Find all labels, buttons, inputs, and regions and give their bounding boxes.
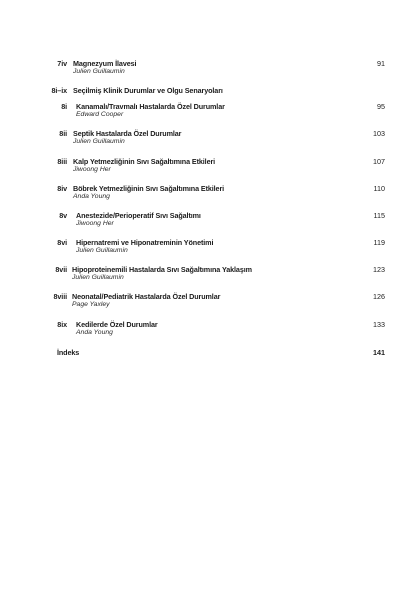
- chapter-title: Neonatal/Pediatrik Hastalarda Özel Durumlar: [72, 292, 221, 301]
- chapter-title: Böbrek Yetmezliğinin Sıvı Sağaltımına Etkileri: [73, 184, 225, 193]
- chapter-title: Seçilmiş Klinik Durumlar ve Olgu Senaryoları: [73, 86, 223, 95]
- chapter-number: 8i–ix: [51, 86, 67, 95]
- chapter-number: 8viii: [53, 292, 67, 301]
- chapter-author: Jiwoong Her: [76, 220, 114, 227]
- chapter-title: Anestezide/Perioperatif Sıvı Sağaltımı: [76, 211, 201, 220]
- page-number: 107: [373, 157, 385, 166]
- chapter-author: Anda Young: [76, 329, 113, 336]
- chapter-number: 8iv: [57, 184, 67, 193]
- chapter-author: Page Yaxley: [72, 301, 110, 308]
- chapter-author: Edward Cooper: [76, 111, 124, 118]
- index-page-number: 141: [373, 348, 385, 357]
- chapter-author: Jiwoong Her: [73, 166, 111, 173]
- chapter-title: Kedilerde Özel Durumlar: [76, 320, 158, 329]
- chapter-title: Magnezyum İlavesi: [73, 59, 137, 68]
- page-number: 115: [373, 211, 385, 220]
- chapter-number: 8ix: [57, 320, 67, 329]
- chapter-number: 8iii: [57, 157, 67, 166]
- chapter-title: Kalp Yetmezliğinin Sıvı Sağaltımına Etkileri: [73, 157, 216, 166]
- page-number: 110: [373, 184, 385, 193]
- chapter-author: Julien Guillaumin: [73, 138, 125, 145]
- chapter-author: Julien Guillaumin: [73, 68, 125, 75]
- page-number: 119: [373, 238, 385, 247]
- chapter-number: 8v: [59, 211, 67, 220]
- page-number: 126: [373, 292, 385, 301]
- chapter-author: Julien Guillaumin: [76, 247, 128, 254]
- chapter-author: Anda Young: [73, 193, 110, 200]
- chapter-number: 8i: [61, 102, 67, 111]
- page-number: 103: [373, 129, 385, 138]
- chapter-title: Septik Hastalarda Özel Durumlar: [73, 129, 182, 138]
- index-title: İndeks: [57, 348, 80, 357]
- page-number: 123: [373, 265, 385, 274]
- chapter-title: Kanamalı/Travmalı Hastalarda Özel Durumlar: [76, 102, 225, 111]
- chapter-number: 8ii: [59, 129, 67, 138]
- chapter-number: 8vi: [57, 238, 67, 247]
- chapter-author: Julien Guillaumin: [72, 274, 124, 281]
- chapter-number: 7iv: [57, 59, 67, 68]
- page-number: 133: [373, 320, 385, 329]
- chapter-title: Hipoproteinemili Hastalarda Sıvı Sağaltımına Yaklaşım: [72, 265, 252, 274]
- page-number: 91: [377, 59, 385, 68]
- chapter-title: Hipernatremi ve Hiponatreminin Yönetimi: [76, 238, 214, 247]
- page-number: 95: [377, 102, 385, 111]
- chapter-number: 8vii: [55, 265, 67, 274]
